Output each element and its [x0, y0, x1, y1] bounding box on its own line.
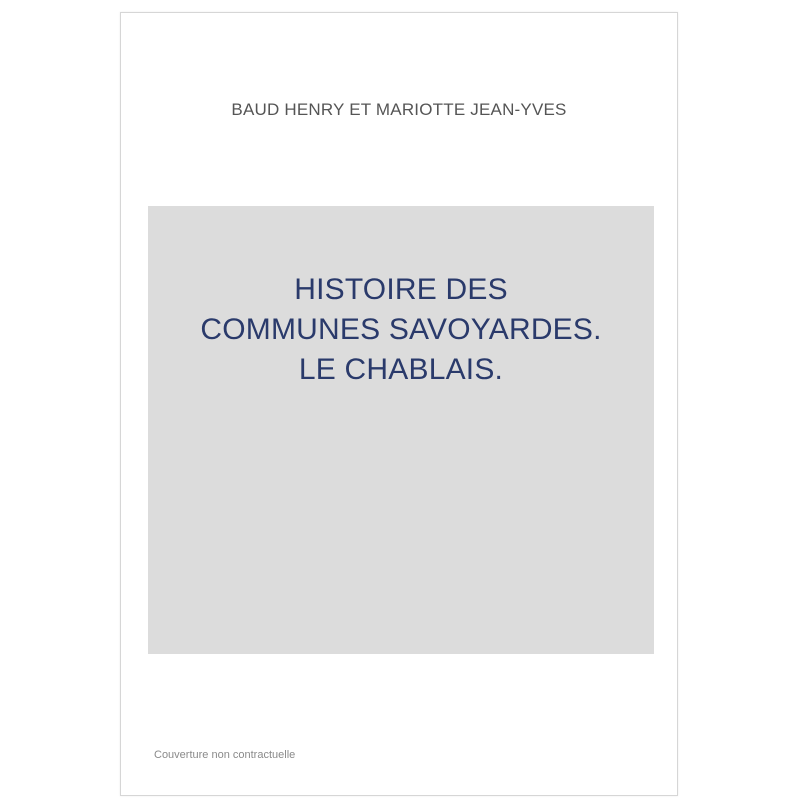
title-line: LE CHABLAIS. [298, 353, 504, 386]
book-cover [120, 12, 678, 796]
title-line: COMMUNES SAVOYARDES. [200, 313, 602, 346]
disclaimer-text: Couverture non contractuelle [154, 749, 296, 761]
author-text: BAUD HENRY ET MARIOTTE JEAN-YVES [231, 100, 567, 119]
title-panel [148, 206, 654, 654]
book-title [148, 270, 654, 390]
title-line: HISTOIRE DES [294, 273, 508, 306]
